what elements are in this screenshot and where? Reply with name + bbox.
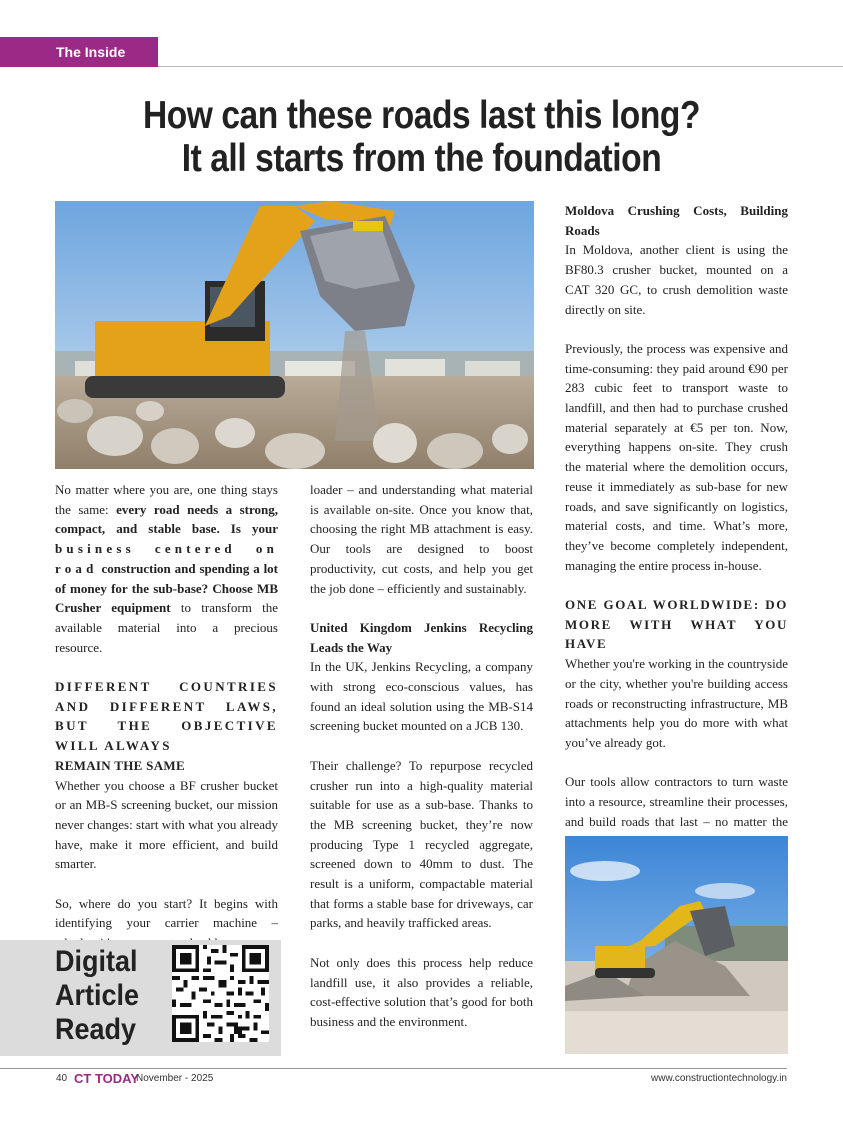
paragraph-whether: Whether you're working in the countryside or the city, whether you're building access roads or reconstructing infrastructure, MB attachments help you do more with what you’ve already got.: [565, 656, 788, 750]
section-heading-moldova: [565, 201, 788, 240]
digital-label-line-1: Digital: [55, 945, 138, 978]
page-title: [59, 94, 784, 180]
intro-bold-2: construction and spending a lot of money for the sub-base? Choose MB Crusher equipment: [55, 560, 279, 616]
section-tag: The Inside Story: [0, 37, 158, 67]
paragraph-previously: Previously, the process was expensive and time-consuming: they paid around €90 per 283 cubic feet to transport waste to landfill, and then had to purchase crushed material separately at €5 per ton. Now, everything happens on-site. They crush the material where the demolition occurs, reuse it immediately as sub-base for new roads, and save significantly on logistics, material costs, and time. What’s more, they’ve become completely independent, managing the entire process in-house.: [565, 340, 788, 573]
intro-paragraph: [55, 480, 278, 657]
main-photo-excavator: [55, 201, 534, 469]
heading-moldova: Moldova Crushing Costs, Building Roads: [565, 203, 788, 238]
intro-text-end: to transform the available material into a precious resource.: [55, 600, 278, 655]
qr-code[interactable]: [172, 945, 269, 1042]
paragraph-loader: loader – and understanding what material is available on-site. Once you know that, choosing the right MB attachment is easy. Our tools are designed to boost productivity, cut costs, and help you get the job done – efficiently and sustainably.: [310, 482, 533, 596]
title-line-1: How can these roads last this long?: [142, 94, 701, 137]
paragraph-landfill: Not only does this process help reduce landfill use, it also provides a reliable, cost-effective solution that’s good for both business and the environment.: [310, 954, 533, 1029]
heading-worldwide: ONE GOAL WORLDWIDE: DO MORE WITH WHAT YOU HAVE: [565, 597, 788, 652]
section-heading-uk: [310, 618, 533, 657]
secondary-photo-excavator: [565, 836, 788, 1054]
heading-countries-end: REMAIN THE SAME: [55, 757, 185, 773]
title-line-2: It all starts from the foundation: [181, 137, 662, 180]
intro-bold-1: every road needs a strong, compact, and stable base. Is your: [55, 501, 278, 537]
footer-rule: [0, 1068, 787, 1069]
paragraph-uk-intro: In the UK, Jenkins Recycling, a company with strong eco-conscious values, has found an ideal solution using the MB-S14 screening bucket mounted on a JCB 130.: [310, 659, 533, 734]
issue-date: November - 2025: [136, 1073, 214, 1084]
section-heading-countries: [55, 677, 278, 776]
digital-label-line-3: Ready: [55, 1013, 137, 1046]
paragraph-moldova-intro: In Moldova, another client is using the BF80.3 crusher bucket, mounted on a CAT 320 GC, to crush demolition waste directly on site.: [565, 242, 788, 317]
website-link[interactable]: www.constructiontechnology.in: [651, 1073, 787, 1084]
article-column-2: [310, 480, 533, 1051]
paragraph-challenge: Their challenge? To repurpose recycled crusher run into a high-quality material suitable for use as a sub-base. Thanks to the MB screening bucket, they’re now producing Type 1 recycled aggregate, screened down to 40mm to dust. The result is a uniform, compactable material that forms a stable base for driveways, car parks, and heavily trafficked areas.: [310, 757, 533, 931]
heading-uk: United Kingdom Jenkins Recycling Leads the Way: [310, 619, 533, 655]
section-heading-worldwide: [565, 595, 788, 654]
digital-article-label: [55, 945, 139, 1047]
digital-label-line-2: Article: [55, 979, 140, 1012]
page-number: 40: [56, 1073, 68, 1084]
paragraph-mission: Whether you choose a BF crusher bucket or an MB-S screening bucket, our mission never changes: start with what you already have, make it more efficient, and build smarter.: [55, 777, 278, 872]
magazine-logo: CT TODAY: [74, 1071, 140, 1086]
heading-countries-caps: DIFFERENT COUNTRIES AND DIFFERENT LAWS, BUT THE OBJECTIVE WILL ALWAYS: [55, 679, 278, 754]
paragraph-tools: Our tools allow contractors to turn waste into a resource, streamline their processes, and build roads that last – no matter the: [565, 774, 788, 829]
paragraph-start: So, where do you start? It begins with identifying your carrier machine –: [55, 895, 278, 931]
header-rule: [158, 66, 843, 67]
intro-bold-spaced: business centered on road: [55, 541, 278, 576]
article-column-3: [565, 201, 788, 871]
article-column-1: [55, 480, 278, 973]
intro-text: No matter where you are, one thing stays the same:: [55, 482, 278, 517]
